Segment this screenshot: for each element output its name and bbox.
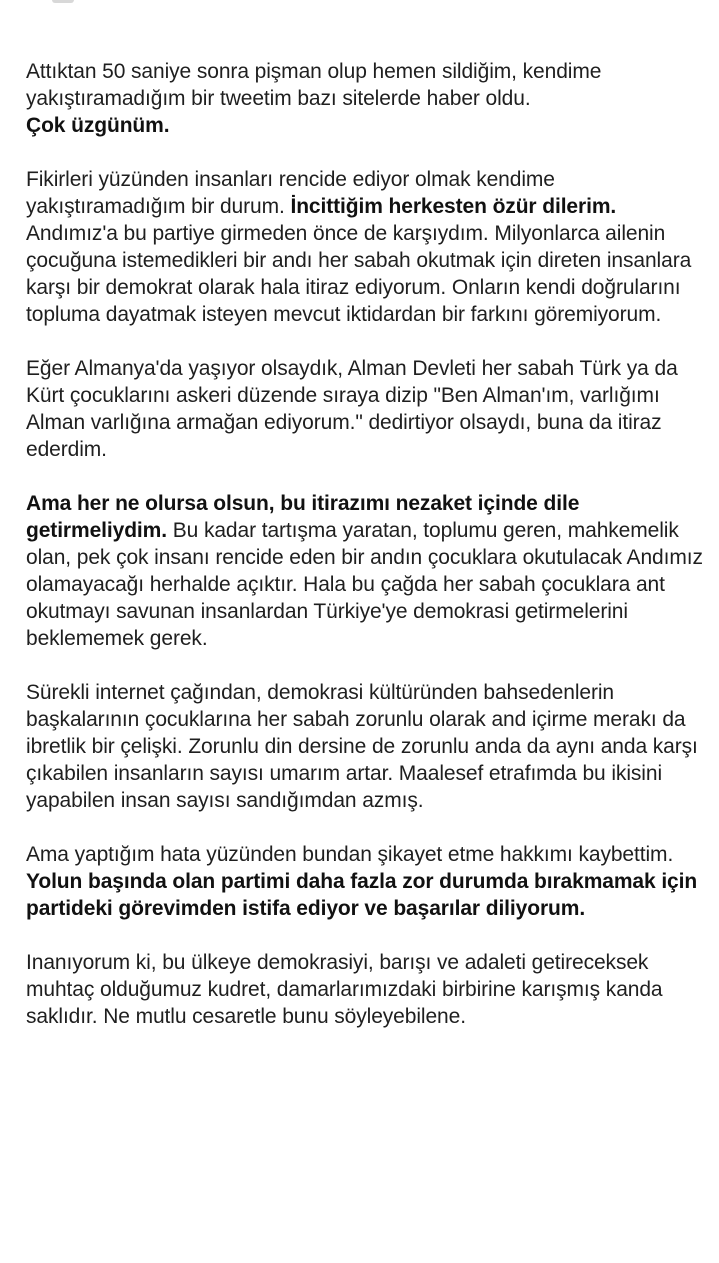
top-edge <box>0 0 719 6</box>
body-text: Inanıyorum ki, bu ülkeye demokrasiyi, barışı ve adaleti getireceksek muhtaç olduğumuz kudret, damarlarımızdaki birbirine karışmış kanda saklıdır. Ne mutlu cesaretle bunu söyleyebilene. <box>26 951 663 1028</box>
body-text: Bu kadar tartışma yaratan, toplumu geren, mahkemelik olan, pek çok insanı rencide eden bir andın çocuklara okutulacak Andımız olamayacağı herhalde açıktır. Hala bu çağda her sabah çocuklara ant okutmayı savunan insanlardan Türkiye'ye demokrasi getirmelerini beklememek gerek. <box>26 519 703 650</box>
body-text: Sürekli internet çağından, demokrasi kültüründen bahsedenlerin başkalarının çocuklarına her sabah zorunlu olarak and içirme merakı da ibretlik bir çelişki. Zorunlu din dersine de zorunlu anda da aynı anda karşı çıkabilen insanların sayısı umarım artar. Maalesef etrafımda bu ikisini yapabilen insan sayısı sandığımdan azmış. <box>26 681 698 812</box>
resignation-paragraph <box>26 841 706 922</box>
body-text: Fikirleri yüzünden insanları rencide ediyor olmak kendime yakıştıramadığım bir durum. <box>26 168 555 218</box>
germany-paragraph <box>26 355 706 463</box>
closing-paragraph <box>26 949 706 1030</box>
body-text: Ama yaptığım hata yüzünden bundan şikayet etme hakkımı kaybettim. <box>26 843 674 866</box>
top-edge-mark <box>52 0 74 3</box>
body-text: Andımız'a bu partiye girmeden önce de karşıydım. Milyonlarca ailenin çocuğuna istemedikleri bir andı her sabah okutmak için direten insanlara karşı bir demokrat olarak hala itiraz ediyorum. Onların kendi doğrularını topluma dayatmak isteyen mevcut iktidardan bir farkını göremiyorum. <box>26 222 692 326</box>
emphasized-text: Ama her ne olursa olsun, bu itirazımı nezaket içinde dile getirmeliydim. <box>26 492 580 542</box>
contradiction-paragraph <box>26 679 706 814</box>
opinion-paragraph <box>26 166 706 328</box>
apology-paragraph <box>26 58 706 139</box>
courtesy-paragraph <box>26 490 706 652</box>
emphasized-text: İncittiğim herkesten özür dilerim. <box>290 195 617 218</box>
body-text: Eğer Almanya'da yaşıyor olsaydık, Alman Devleti her sabah Türk ya da Kürt çocuklarını askeri düzende sıraya dizip "Ben Alman'ım, varlığımı Alman varlığına armağan ediyorum." dedirtiyor olsaydı, buna da itiraz ederdim. <box>26 357 678 461</box>
body-text: Attıktan 50 saniye sonra pişman olup hemen sildiğim, kendime yakıştıramadığım bir tweetim bazı sitelerde haber oldu. <box>26 60 602 110</box>
emphasized-text: Çok üzgünüm. <box>26 114 170 137</box>
statement-text <box>26 58 706 1057</box>
emphasized-text: Yolun başında olan partimi daha fazla zor durumda bırakmamak için partideki görevimden istifa ediyor ve başarılar diliyorum. <box>26 870 698 920</box>
